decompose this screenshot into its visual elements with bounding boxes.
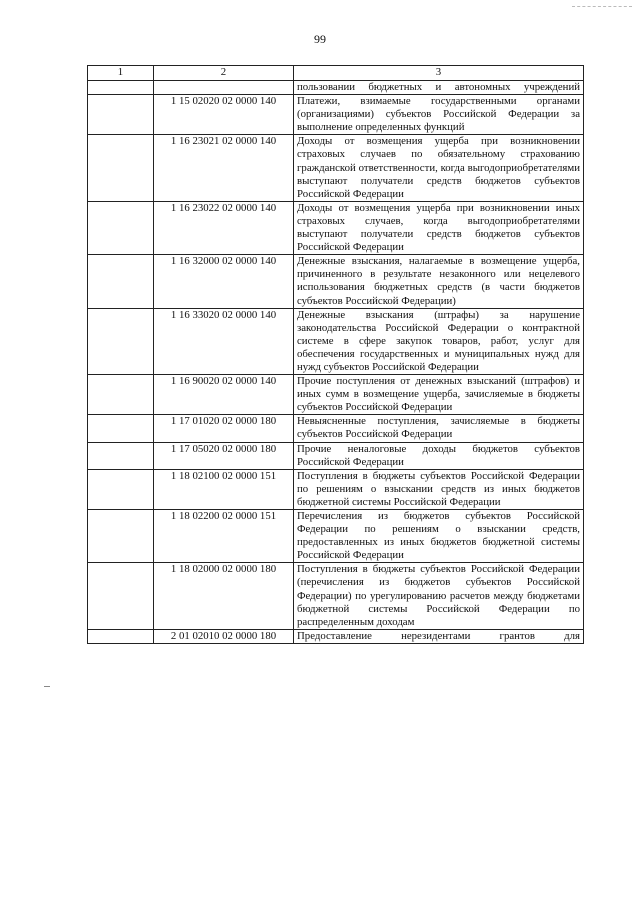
classification-code: 1 18 02100 02 0000 151 xyxy=(154,469,294,509)
classification-code: 1 17 01020 02 0000 180 xyxy=(154,415,294,442)
table-row xyxy=(88,308,584,374)
classification-code: 1 16 23022 02 0000 140 xyxy=(154,201,294,254)
table-row xyxy=(88,510,584,563)
table-row xyxy=(88,81,584,95)
table-row xyxy=(88,563,584,629)
column-header-3: 3 xyxy=(294,66,584,81)
table-row xyxy=(88,255,584,308)
table-row xyxy=(88,95,584,135)
table-row xyxy=(88,135,584,201)
income-description: Денежные взыскания (штрафы) за нарушение законодательства Российской Федерации о контрактной системе в сфере закупок товаров, работ, услуг для обеспечения государственных и муниципальных нужд для нужд субъектов Российской Федерации xyxy=(294,308,584,374)
income-description: Предоставление нерезидентами грантов для xyxy=(294,629,584,643)
budget-classification-table xyxy=(87,65,584,644)
income-description: Поступления в бюджеты субъектов Российской Федерации (перечисления из бюджетов субъектов Российской Федерации) по урегулированию расчетов между бюджетами бюджетной системы Российской Федерации по распределенным доходам xyxy=(294,563,584,629)
row-number-cell xyxy=(88,95,154,135)
classification-code: 1 18 02200 02 0000 151 xyxy=(154,510,294,563)
row-number-cell xyxy=(88,201,154,254)
income-description: Перечисления из бюджетов субъектов Российской Федерации по решениям о взыскании средств, предоставленных из иных бюджетов бюджетной системы Российской Федерации xyxy=(294,510,584,563)
row-number-cell xyxy=(88,308,154,374)
table-row xyxy=(88,629,584,643)
row-number-cell xyxy=(88,81,154,95)
table-row xyxy=(88,201,584,254)
income-description: Прочие поступления от денежных взысканий (штрафов) и иных сумм в возмещение ущерба, зачисляемые в бюджеты субъектов Российской Федерации xyxy=(294,375,584,415)
row-number-cell xyxy=(88,629,154,643)
row-number-cell xyxy=(88,563,154,629)
column-header-1: 1 xyxy=(88,66,154,81)
table-header-row xyxy=(88,66,584,81)
row-number-cell xyxy=(88,415,154,442)
row-number-cell xyxy=(88,442,154,469)
classification-code xyxy=(154,81,294,95)
row-number-cell xyxy=(88,469,154,509)
column-header-2: 2 xyxy=(154,66,294,81)
classification-code: 1 16 32000 02 0000 140 xyxy=(154,255,294,308)
row-number-cell xyxy=(88,510,154,563)
income-description: Платежи, взимаемые государственными органами (организациями) субъектов Российской Федерации за выполнение определенных функций xyxy=(294,95,584,135)
scan-artifact xyxy=(572,6,632,9)
income-description: Поступления в бюджеты субъектов Российской Федерации по решениям о взыскании средств из иных бюджетов бюджетной системы Российской Федерации xyxy=(294,469,584,509)
classification-code: 1 16 90020 02 0000 140 xyxy=(154,375,294,415)
income-description: Денежные взыскания, налагаемые в возмещение ущерба, причиненного в результате незаконного или нецелевого использования бюджетных средств (в части бюджетов субъектов Российской Федерации) xyxy=(294,255,584,308)
table-row xyxy=(88,375,584,415)
table-row xyxy=(88,469,584,509)
classification-code: 1 18 02000 02 0000 180 xyxy=(154,563,294,629)
income-description: пользовании бюджетных и автономных учреждений xyxy=(294,81,584,95)
row-number-cell xyxy=(88,255,154,308)
classification-code: 1 16 33020 02 0000 140 xyxy=(154,308,294,374)
classification-code: 1 17 05020 02 0000 180 xyxy=(154,442,294,469)
classification-code: 2 01 02010 02 0000 180 xyxy=(154,629,294,643)
row-number-cell xyxy=(88,375,154,415)
table-row xyxy=(88,442,584,469)
table-row xyxy=(88,415,584,442)
classification-code: 1 16 23021 02 0000 140 xyxy=(154,135,294,201)
page-number: 99 xyxy=(314,32,326,46)
classification-code: 1 15 02020 02 0000 140 xyxy=(154,95,294,135)
row-number-cell xyxy=(88,135,154,201)
margin-mark xyxy=(44,686,50,687)
income-description: Невыясненные поступления, зачисляемые в бюджеты субъектов Российской Федерации xyxy=(294,415,584,442)
income-description: Доходы от возмещения ущерба при возникновении страховых случаев по обязательному страхованию гражданской ответственности, когда выгодоприобретателями выступают получатели средств бюджетов субъектов Российской Федерации xyxy=(294,135,584,201)
income-description: Доходы от возмещения ущерба при возникновении иных страховых случаев, когда выгодоприобретателями выступают получатели средств бюджетов субъектов Российской Федерации xyxy=(294,201,584,254)
income-description: Прочие неналоговые доходы бюджетов субъектов Российской Федерации xyxy=(294,442,584,469)
